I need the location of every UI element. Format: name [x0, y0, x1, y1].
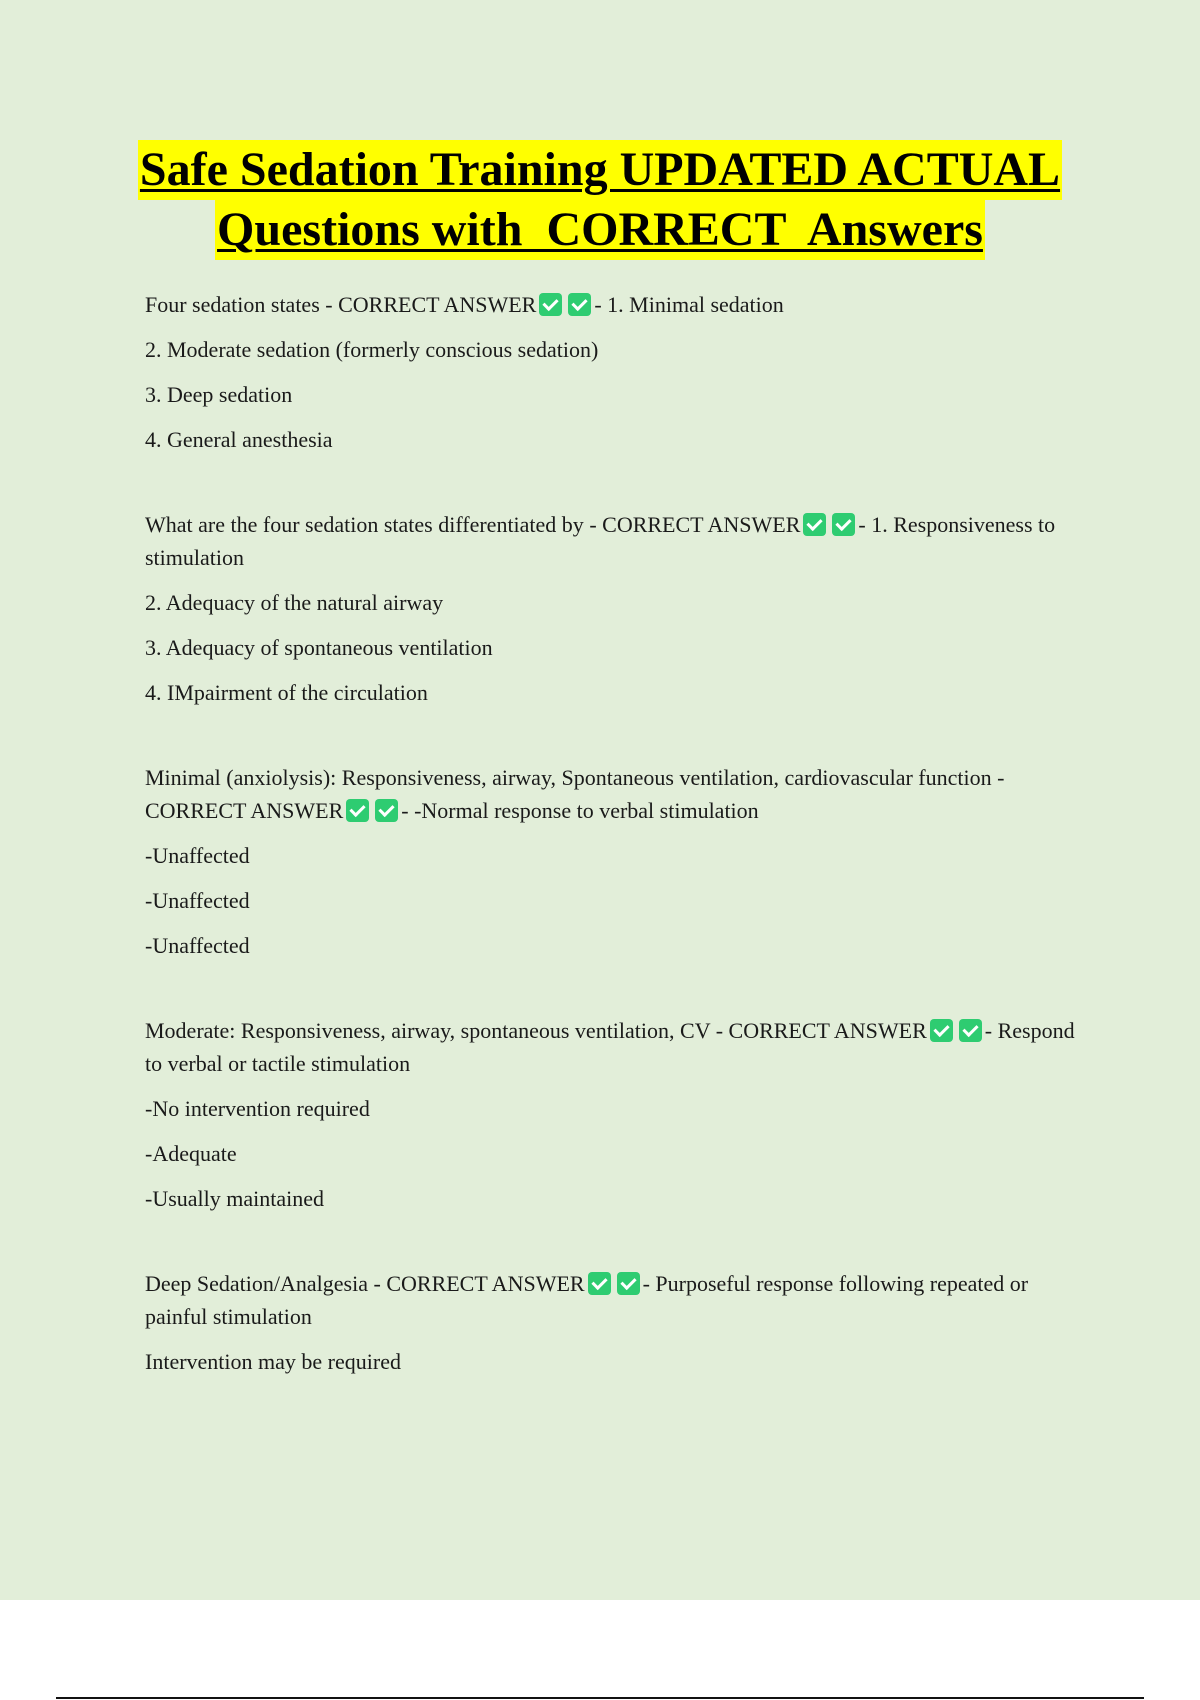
question-text: Minimal (anxiolysis): Responsiveness, airway, Spontaneous ventilation, cardiovascular function — [145, 765, 992, 790]
answer-line: 3. Adequacy of spontaneous ventilation — [145, 635, 493, 660]
title-line-1: Safe Sedation Training UPDATED ACTUAL — [138, 140, 1062, 200]
answer-line: 4. General anesthesia — [145, 427, 333, 452]
qa-item — [145, 508, 1085, 709]
answer-line: 2. Moderate sedation (formerly conscious sedation) — [145, 337, 599, 362]
answer-label: CORRECT ANSWER — [728, 1018, 927, 1043]
question-text: Moderate: Responsiveness, airway, spontaneous ventilation, CV — [145, 1018, 711, 1043]
answer-label: CORRECT ANSWER — [338, 292, 537, 317]
document-title — [40, 140, 1160, 260]
qa-list — [145, 288, 1085, 1378]
qa-item — [145, 1014, 1085, 1215]
answer-line: -Unaffected — [145, 933, 250, 958]
answer-label: CORRECT ANSWER — [145, 798, 344, 823]
answer-line: -Adequate — [145, 1141, 237, 1166]
qa-item — [145, 1267, 1085, 1378]
answer-text: -Normal response to verbal stimulation — [414, 798, 759, 823]
question-line: What are the four sedation states differentiated by - CORRECT ANSWER - 1. Responsiveness to stimulation — [145, 512, 1056, 570]
footer-divider — [56, 1697, 1144, 1699]
answer-label: CORRECT ANSWER — [386, 1271, 585, 1296]
check-icon — [375, 799, 398, 822]
answer-label: CORRECT ANSWER — [602, 512, 801, 537]
answer-line: -Unaffected — [145, 843, 250, 868]
answer-line: -Usually maintained — [145, 1186, 325, 1211]
check-icon — [588, 1272, 611, 1295]
answer-text: 1. Minimal sedation — [607, 292, 784, 317]
answer-line: Intervention may be required — [145, 1349, 401, 1374]
question-line: Minimal (anxiolysis): Responsiveness, airway, Spontaneous ventilation, cardiovascular function - CORRECT ANSWER - -Normal response to verbal stimulation — [145, 765, 1005, 823]
answer-text: Purposeful response following repeated or painful stimulation — [145, 1271, 1029, 1329]
question-text: Deep Sedation/Analgesia — [145, 1271, 368, 1296]
question-line: Moderate: Responsiveness, airway, spontaneous ventilation, CV - CORRECT ANSWER - Respond to verbal or tactile stimulation — [145, 1018, 1075, 1076]
answer-line: 3. Deep sedation — [145, 382, 293, 407]
question-text: What are the four sedation states differentiated by — [145, 512, 584, 537]
check-icon — [346, 799, 369, 822]
question-line: Four sedation states - CORRECT ANSWER - 1. Minimal sedation — [145, 292, 784, 317]
qa-item — [145, 761, 1085, 962]
check-icon — [832, 513, 855, 536]
answer-line: -Unaffected — [145, 888, 250, 913]
check-icon — [539, 293, 562, 316]
question-line: Deep Sedation/Analgesia - CORRECT ANSWER - Purposeful response following repeated or painful stimulation — [145, 1271, 1029, 1329]
title-line-2: Questions with CORRECT Answers — [215, 200, 985, 260]
qa-item — [145, 288, 1085, 456]
check-icon — [617, 1272, 640, 1295]
answer-line: 2. Adequacy of the natural airway — [145, 590, 444, 615]
answer-text: 1. Responsiveness to stimulation — [145, 512, 1056, 570]
question-text: Four sedation states — [145, 292, 320, 317]
answer-line: -No intervention required — [145, 1096, 370, 1121]
check-icon — [568, 293, 591, 316]
check-icon — [930, 1019, 953, 1042]
check-icon — [803, 513, 826, 536]
answer-line: 4. IMpairment of the circulation — [145, 680, 428, 705]
answer-text: Respond to verbal or tactile stimulation — [145, 1018, 1075, 1076]
check-icon — [959, 1019, 982, 1042]
